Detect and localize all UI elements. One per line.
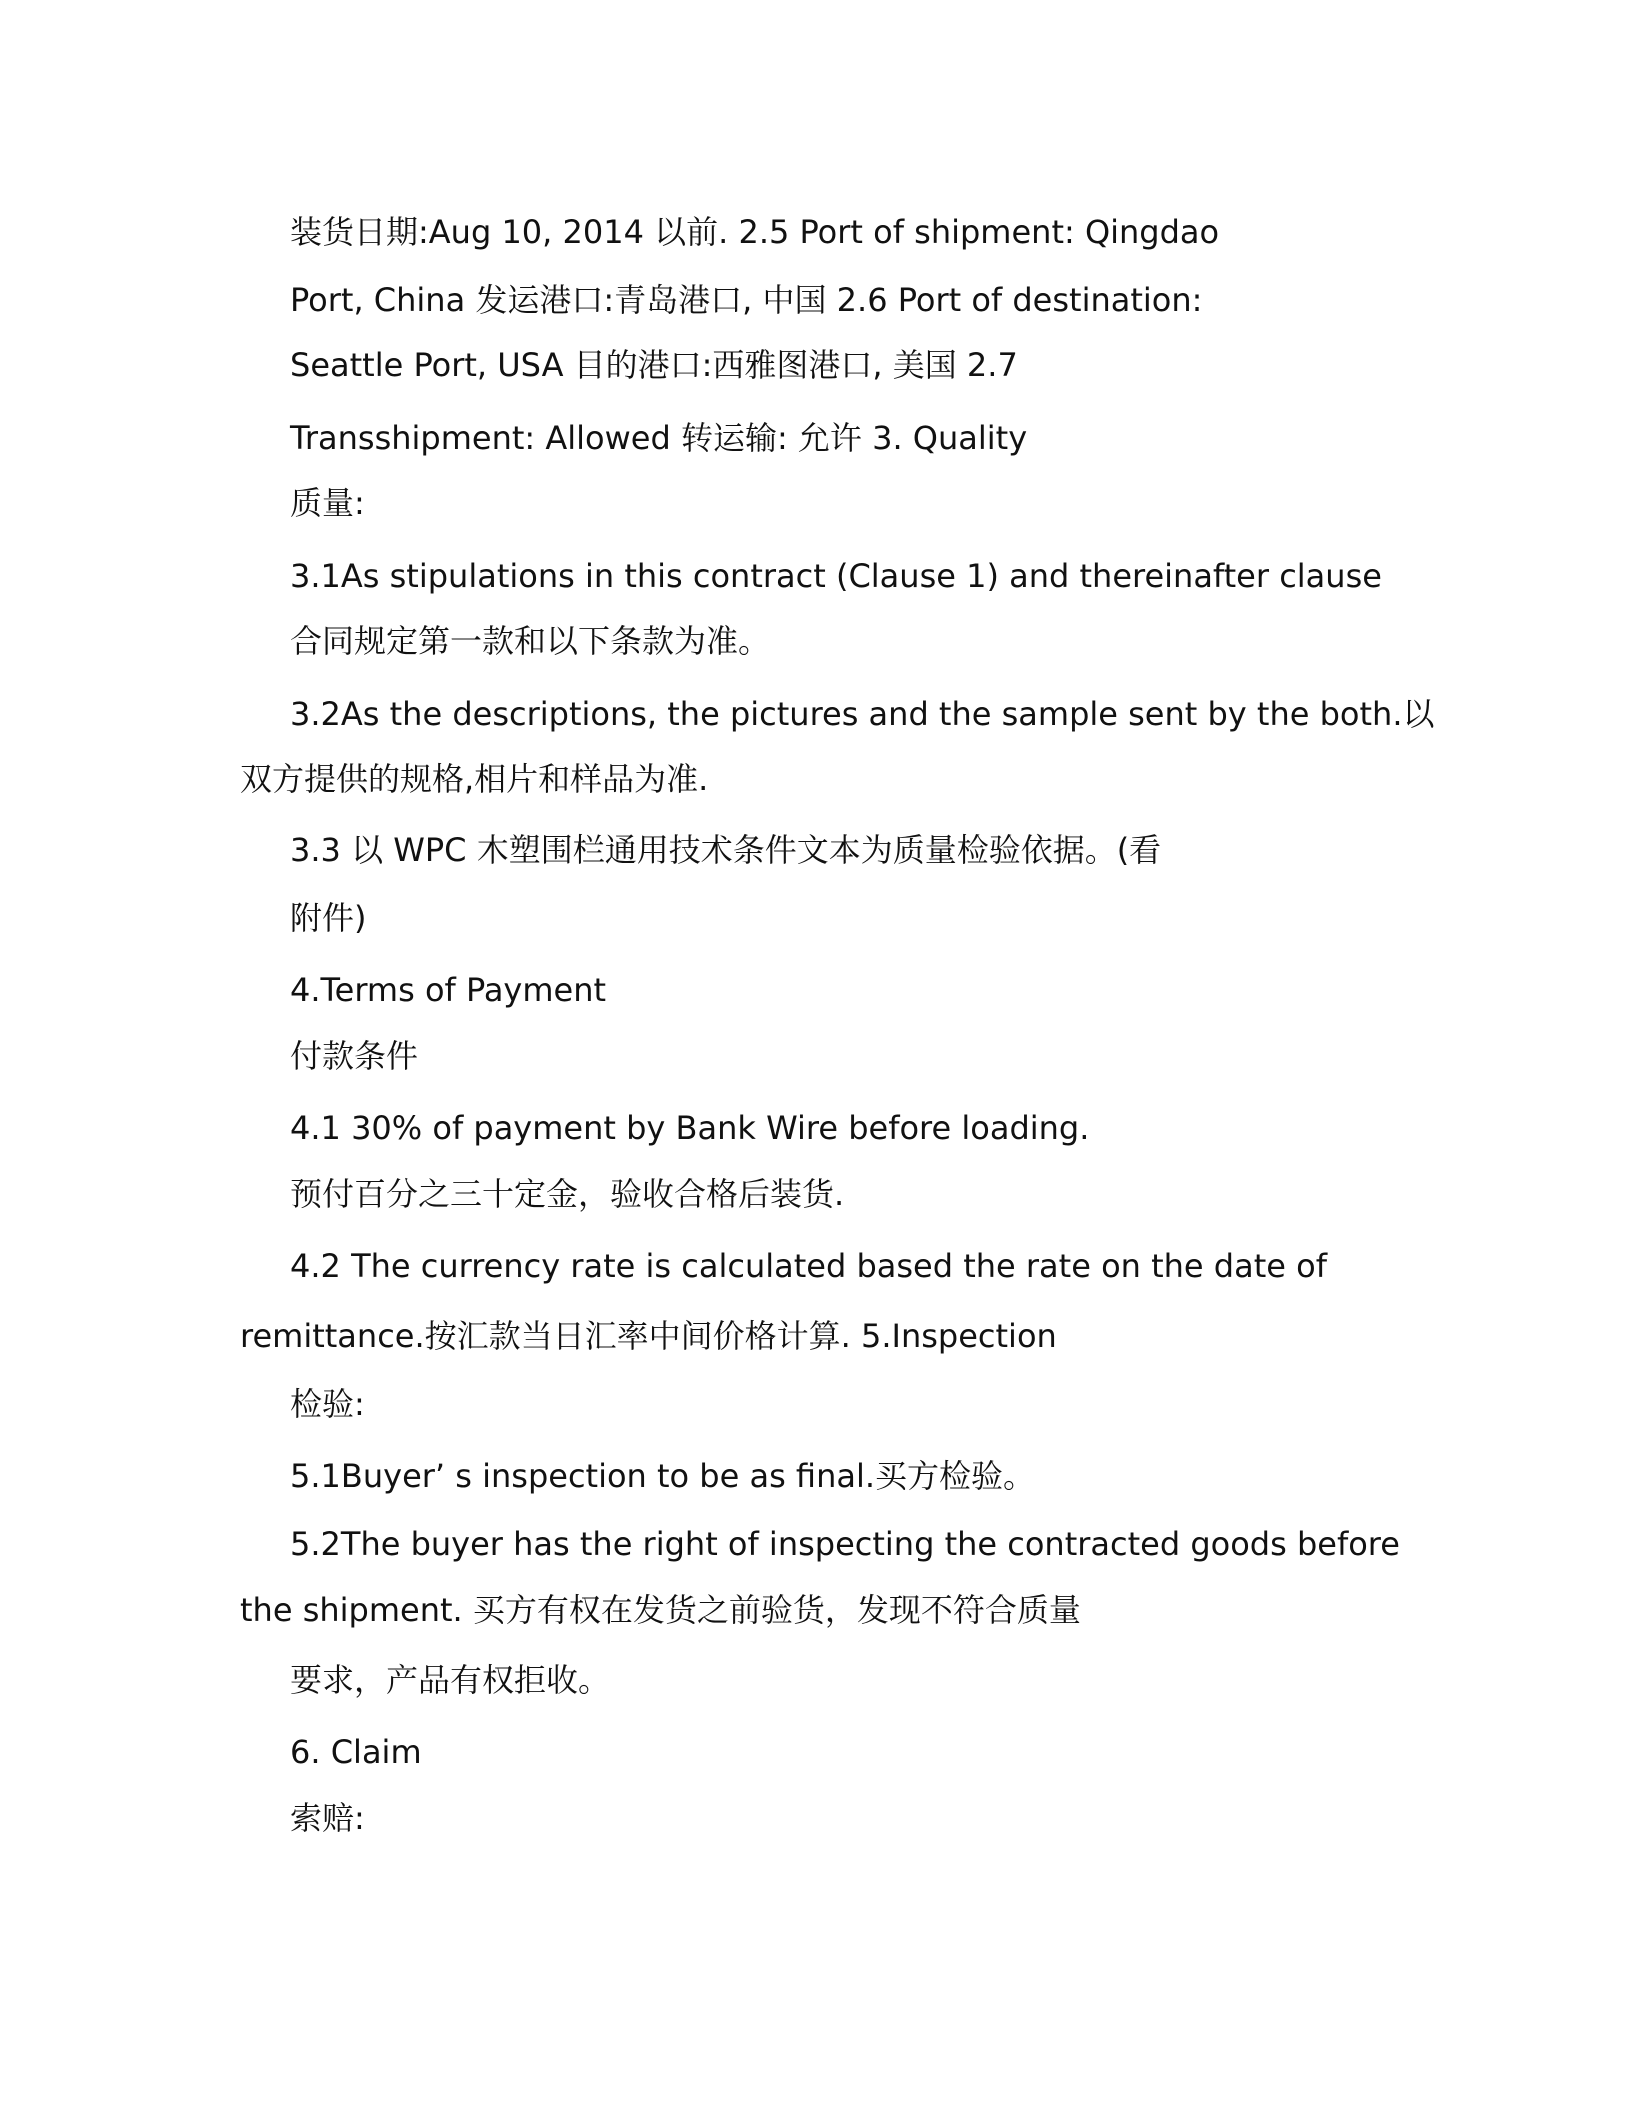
text-line: Seattle Port, USA 目的港口:西雅图港口, 美国 2.7	[290, 346, 1018, 384]
text-line: Transshipment: Allowed 转运输: 允许 3. Quality	[290, 419, 1028, 457]
text-line: 4.Terms of Payment	[290, 971, 607, 1009]
text-line: 合同规定第一款和以下条款为准。	[290, 622, 771, 660]
text-line: 4.2 The currency rate is calculated based the rate on the date of	[290, 1247, 1327, 1285]
text-line: 3.2As the descriptions, the pictures and the sample sent by the both.以	[290, 695, 1435, 733]
text-line: 5.2The buyer has the right of inspecting the contracted goods before	[290, 1525, 1400, 1563]
text-line: 双方提供的规格,相片和样品为准.	[240, 760, 709, 798]
text-line: 5.1Buyer’ s inspection to be as final.买方检验。	[290, 1457, 1036, 1495]
text-line: 质量:	[290, 484, 365, 522]
text-line: remittance.按汇款当日汇率中间价格计算. 5.Inspection	[240, 1317, 1057, 1355]
text-line: 3.3 以 WPC 木塑围栏通用技术条件文本为质量检验依据。(看	[290, 831, 1162, 869]
text-line: 索赔:	[290, 1799, 365, 1837]
text-line: 要求，产品有权拒收。	[290, 1661, 611, 1699]
text-line: 3.1As stipulations in this contract (Clause 1) and thereinafter clause	[290, 557, 1382, 595]
text-line: 装货日期:Aug 10, 2014 以前. 2.5 Port of shipment: Qingdao	[290, 213, 1220, 251]
text-line: 付款条件	[290, 1037, 419, 1075]
text-line: 6. Claim	[290, 1733, 422, 1771]
text-line: 检验:	[290, 1385, 365, 1423]
text-line: the shipment. 买方有权在发货之前验货，发现不符合质量	[240, 1591, 1081, 1629]
text-line: Port, China 发运港口:青岛港口, 中国 2.6 Port of destination:	[290, 281, 1203, 319]
text-line: 预付百分之三十定金，验收合格后装货.	[290, 1175, 845, 1213]
text-line: 4.1 30% of payment by Bank Wire before loading.	[290, 1109, 1090, 1147]
text-line: 附件)	[290, 899, 367, 937]
